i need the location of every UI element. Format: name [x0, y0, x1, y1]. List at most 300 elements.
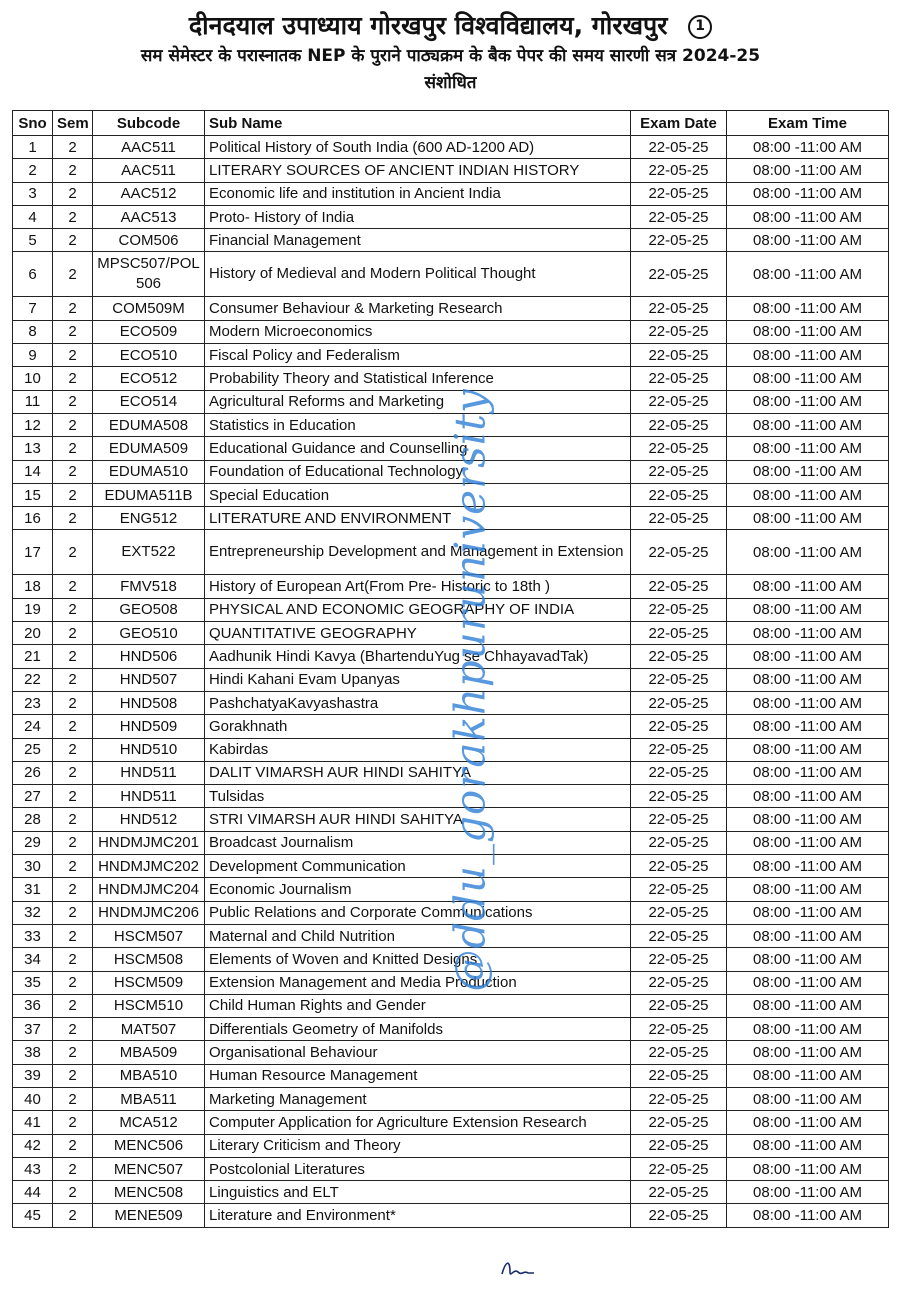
cell-subname: Statistics in Education	[205, 413, 631, 436]
cell-exam-time: 08:00 -11:00 AM	[727, 252, 889, 297]
cell-subcode: HSCM509	[93, 971, 205, 994]
cell-exam-time: 08:00 -11:00 AM	[727, 1087, 889, 1110]
cell-exam-time: 08:00 -11:00 AM	[727, 1041, 889, 1064]
cell-sno: 12	[13, 413, 53, 436]
table-row	[13, 460, 889, 483]
cell-subname: Extension Management and Media Production	[205, 971, 631, 994]
cell-sem: 2	[53, 691, 93, 714]
cell-subcode: EDUMA511B	[93, 483, 205, 506]
table-row	[13, 831, 889, 854]
cell-sno: 39	[13, 1064, 53, 1087]
table-row	[13, 437, 889, 460]
cell-sno: 38	[13, 1041, 53, 1064]
university-title-text: दीनदयाल उपाध्याय गोरखपुर विश्वविद्यालय, गोरखपुर	[188, 11, 668, 40]
cell-exam-time: 08:00 -11:00 AM	[727, 437, 889, 460]
cell-exam-time: 08:00 -11:00 AM	[727, 785, 889, 808]
cell-exam-date: 22-05-25	[631, 1134, 727, 1157]
cell-sno: 21	[13, 645, 53, 668]
cell-exam-date: 22-05-25	[631, 390, 727, 413]
cell-exam-time: 08:00 -11:00 AM	[727, 390, 889, 413]
table-row	[13, 738, 889, 761]
table-row	[13, 182, 889, 205]
cell-subname: Organisational Behaviour	[205, 1041, 631, 1064]
cell-subname: Broadcast Journalism	[205, 831, 631, 854]
cell-subname: Marketing Management	[205, 1087, 631, 1110]
cell-subcode: EDUMA509	[93, 437, 205, 460]
cell-subcode: HSCM507	[93, 924, 205, 947]
cell-subname: Child Human Rights and Gender	[205, 994, 631, 1017]
table-row	[13, 205, 889, 228]
cell-exam-time: 08:00 -11:00 AM	[727, 460, 889, 483]
cell-sno: 24	[13, 715, 53, 738]
cell-exam-date: 22-05-25	[631, 159, 727, 182]
cell-sem: 2	[53, 320, 93, 343]
cell-sem: 2	[53, 367, 93, 390]
cell-subname: Economic life and institution in Ancient India	[205, 182, 631, 205]
cell-sem: 2	[53, 994, 93, 1017]
cell-subcode: HND510	[93, 738, 205, 761]
cell-sno: 26	[13, 761, 53, 784]
cell-sno: 9	[13, 344, 53, 367]
cell-sno: 19	[13, 598, 53, 621]
table-row	[13, 344, 889, 367]
cell-sem: 2	[53, 460, 93, 483]
cell-exam-time: 08:00 -11:00 AM	[727, 598, 889, 621]
cell-exam-date: 22-05-25	[631, 530, 727, 575]
cell-exam-time: 08:00 -11:00 AM	[727, 320, 889, 343]
table-row	[13, 575, 889, 598]
cell-subcode: HND511	[93, 785, 205, 808]
table-body	[13, 136, 889, 1228]
cell-sno: 25	[13, 738, 53, 761]
cell-exam-time: 08:00 -11:00 AM	[727, 367, 889, 390]
cell-sem: 2	[53, 530, 93, 575]
cell-sem: 2	[53, 971, 93, 994]
table-row	[13, 390, 889, 413]
cell-subname: PashchatyaKavyashastra	[205, 691, 631, 714]
cell-sem: 2	[53, 1018, 93, 1041]
cell-exam-time: 08:00 -11:00 AM	[727, 622, 889, 645]
cell-sem: 2	[53, 507, 93, 530]
column-header-sno: Sno	[13, 111, 53, 136]
cell-exam-date: 22-05-25	[631, 507, 727, 530]
cell-sno: 20	[13, 622, 53, 645]
cell-subname: Educational Guidance and Counselling	[205, 437, 631, 460]
cell-subcode: GEO508	[93, 598, 205, 621]
cell-sem: 2	[53, 1204, 93, 1227]
cell-subname: Tulsidas	[205, 785, 631, 808]
cell-subname: Probability Theory and Statistical Inference	[205, 367, 631, 390]
cell-subcode: MPSC507/POL 506	[93, 252, 205, 297]
cell-sem: 2	[53, 1087, 93, 1110]
cell-subcode: AAC512	[93, 182, 205, 205]
exam-timetable	[12, 110, 889, 1228]
cell-sem: 2	[53, 575, 93, 598]
cell-exam-time: 08:00 -11:00 AM	[727, 924, 889, 947]
cell-sem: 2	[53, 159, 93, 182]
cell-exam-time: 08:00 -11:00 AM	[727, 668, 889, 691]
cell-sno: 14	[13, 460, 53, 483]
cell-subname: Public Relations and Corporate Communications	[205, 901, 631, 924]
cell-sem: 2	[53, 182, 93, 205]
cell-sem: 2	[53, 344, 93, 367]
cell-sno: 37	[13, 1018, 53, 1041]
cell-subcode: MAT507	[93, 1018, 205, 1041]
cell-exam-date: 22-05-25	[631, 1041, 727, 1064]
cell-sno: 6	[13, 252, 53, 297]
table-row	[13, 1111, 889, 1134]
table-row	[13, 971, 889, 994]
table-row	[13, 855, 889, 878]
cell-exam-time: 08:00 -11:00 AM	[727, 691, 889, 714]
cell-subcode: ENG512	[93, 507, 205, 530]
cell-sno: 45	[13, 1204, 53, 1227]
table-row	[13, 1087, 889, 1110]
cell-subname: Maternal and Child Nutrition	[205, 924, 631, 947]
cell-sno: 5	[13, 229, 53, 252]
cell-subcode: MENE509	[93, 1204, 205, 1227]
cell-exam-date: 22-05-25	[631, 483, 727, 506]
cell-exam-date: 22-05-25	[631, 808, 727, 831]
cell-sno: 23	[13, 691, 53, 714]
cell-exam-date: 22-05-25	[631, 855, 727, 878]
table-row	[13, 715, 889, 738]
cell-exam-time: 08:00 -11:00 AM	[727, 971, 889, 994]
page-number-badge: 1	[688, 15, 712, 39]
cell-sem: 2	[53, 645, 93, 668]
cell-subname: Consumer Behaviour & Marketing Research	[205, 297, 631, 320]
cell-exam-time: 08:00 -11:00 AM	[727, 229, 889, 252]
table-row	[13, 1134, 889, 1157]
cell-subcode: COM509M	[93, 297, 205, 320]
cell-exam-time: 08:00 -11:00 AM	[727, 205, 889, 228]
column-header-exam-date: Exam Date	[631, 111, 727, 136]
table-row	[13, 530, 889, 575]
cell-sno: 29	[13, 831, 53, 854]
cell-sno: 33	[13, 924, 53, 947]
cell-exam-time: 08:00 -11:00 AM	[727, 1111, 889, 1134]
table-row	[13, 483, 889, 506]
cell-subname: Elements of Woven and Knitted Designs	[205, 948, 631, 971]
table-row	[13, 994, 889, 1017]
cell-subcode: ECO512	[93, 367, 205, 390]
cell-sno: 43	[13, 1157, 53, 1180]
cell-exam-date: 22-05-25	[631, 1181, 727, 1204]
cell-exam-time: 08:00 -11:00 AM	[727, 1134, 889, 1157]
cell-subname: Entrepreneurship Development and Management in Extension	[205, 530, 631, 575]
table-header-row	[13, 111, 889, 136]
cell-sno: 42	[13, 1134, 53, 1157]
cell-sno: 41	[13, 1111, 53, 1134]
cell-sem: 2	[53, 668, 93, 691]
cell-sno: 15	[13, 483, 53, 506]
table-row	[13, 252, 889, 297]
cell-subcode: HNDMJMC201	[93, 831, 205, 854]
cell-exam-time: 08:00 -11:00 AM	[727, 159, 889, 182]
cell-sem: 2	[53, 1157, 93, 1180]
cell-subcode: EDUMA508	[93, 413, 205, 436]
table-row	[13, 761, 889, 784]
column-header-subcode: Subcode	[93, 111, 205, 136]
table-row	[13, 1204, 889, 1227]
cell-subcode: AAC511	[93, 136, 205, 159]
cell-exam-date: 22-05-25	[631, 136, 727, 159]
signature-mark	[498, 1254, 538, 1282]
cell-exam-time: 08:00 -11:00 AM	[727, 1018, 889, 1041]
cell-subname: Hindi Kahani Evam Upanyas	[205, 668, 631, 691]
cell-sem: 2	[53, 483, 93, 506]
cell-subcode: ECO510	[93, 344, 205, 367]
cell-exam-date: 22-05-25	[631, 785, 727, 808]
cell-exam-date: 22-05-25	[631, 205, 727, 228]
cell-subcode: HNDMJMC206	[93, 901, 205, 924]
cell-exam-date: 22-05-25	[631, 971, 727, 994]
cell-exam-time: 08:00 -11:00 AM	[727, 901, 889, 924]
table-row	[13, 645, 889, 668]
cell-exam-date: 22-05-25	[631, 1111, 727, 1134]
cell-sno: 28	[13, 808, 53, 831]
cell-exam-date: 22-05-25	[631, 1087, 727, 1110]
cell-sno: 18	[13, 575, 53, 598]
cell-subname: Linguistics and ELT	[205, 1181, 631, 1204]
cell-subcode: EXT522	[93, 530, 205, 575]
cell-subcode: EDUMA510	[93, 460, 205, 483]
cell-sno: 11	[13, 390, 53, 413]
cell-exam-date: 22-05-25	[631, 367, 727, 390]
cell-exam-date: 22-05-25	[631, 413, 727, 436]
cell-exam-date: 22-05-25	[631, 229, 727, 252]
cell-subcode: AAC511	[93, 159, 205, 182]
cell-exam-date: 22-05-25	[631, 668, 727, 691]
cell-subcode: HND508	[93, 691, 205, 714]
cell-subcode: HNDMJMC204	[93, 878, 205, 901]
cell-sem: 2	[53, 785, 93, 808]
cell-exam-date: 22-05-25	[631, 738, 727, 761]
cell-subcode: HND509	[93, 715, 205, 738]
cell-subname: QUANTITATIVE GEOGRAPHY	[205, 622, 631, 645]
table-row	[13, 159, 889, 182]
cell-subcode: HND506	[93, 645, 205, 668]
cell-subname: Computer Application for Agriculture Extension Research	[205, 1111, 631, 1134]
column-header-exam-time: Exam Time	[727, 111, 889, 136]
timetable-subtitle: सम सेमेस्टर के परास्नातक NEP के पुराने पाठ्यक्रम के बैक पेपर की समय सारणी सत्र 2024-25	[140, 46, 761, 66]
cell-exam-time: 08:00 -11:00 AM	[727, 645, 889, 668]
cell-exam-date: 22-05-25	[631, 182, 727, 205]
cell-sem: 2	[53, 1041, 93, 1064]
cell-exam-date: 22-05-25	[631, 948, 727, 971]
cell-sem: 2	[53, 715, 93, 738]
table-row	[13, 668, 889, 691]
cell-exam-time: 08:00 -11:00 AM	[727, 715, 889, 738]
table-row	[13, 808, 889, 831]
cell-subname: Aadhunik Hindi Kavya (BhartenduYug se ChhayavadTak)	[205, 645, 631, 668]
cell-subcode: MENC508	[93, 1181, 205, 1204]
cell-sno: 31	[13, 878, 53, 901]
cell-sem: 2	[53, 1134, 93, 1157]
cell-subname: Human Resource Management	[205, 1064, 631, 1087]
cell-subname: Proto- History of India	[205, 205, 631, 228]
cell-sno: 30	[13, 855, 53, 878]
cell-subcode: ECO514	[93, 390, 205, 413]
cell-subname: PHYSICAL AND ECONOMIC GEOGRAPHY OF INDIA	[205, 598, 631, 621]
cell-exam-time: 08:00 -11:00 AM	[727, 855, 889, 878]
cell-sem: 2	[53, 761, 93, 784]
cell-exam-date: 22-05-25	[631, 645, 727, 668]
cell-subname: Differentials Geometry of Manifolds	[205, 1018, 631, 1041]
cell-subcode: HND507	[93, 668, 205, 691]
table-row	[13, 948, 889, 971]
cell-sem: 2	[53, 437, 93, 460]
cell-subname: Special Education	[205, 483, 631, 506]
cell-exam-date: 22-05-25	[631, 1157, 727, 1180]
table-row	[13, 229, 889, 252]
cell-sno: 2	[13, 159, 53, 182]
cell-subcode: HNDMJMC202	[93, 855, 205, 878]
cell-sno: 17	[13, 530, 53, 575]
watermark-handle: @ddu_gorakhpuruniversity	[445, 388, 495, 992]
cell-exam-time: 08:00 -11:00 AM	[727, 878, 889, 901]
cell-sno: 7	[13, 297, 53, 320]
cell-sem: 2	[53, 738, 93, 761]
cell-exam-date: 22-05-25	[631, 761, 727, 784]
cell-subcode: MBA509	[93, 1041, 205, 1064]
table-row	[13, 507, 889, 530]
cell-exam-time: 08:00 -11:00 AM	[727, 413, 889, 436]
cell-sno: 13	[13, 437, 53, 460]
cell-subname: Modern Microeconomics	[205, 320, 631, 343]
table-row	[13, 785, 889, 808]
cell-subcode: MBA510	[93, 1064, 205, 1087]
cell-subcode: ECO509	[93, 320, 205, 343]
cell-exam-time: 08:00 -11:00 AM	[727, 136, 889, 159]
cell-exam-time: 08:00 -11:00 AM	[727, 1181, 889, 1204]
cell-subname: DALIT VIMARSH AUR HINDI SAHITYA	[205, 761, 631, 784]
university-title	[0, 10, 901, 42]
cell-exam-time: 08:00 -11:00 AM	[727, 507, 889, 530]
table-row	[13, 622, 889, 645]
cell-subname: Kabirdas	[205, 738, 631, 761]
cell-subcode: HND512	[93, 808, 205, 831]
cell-exam-date: 22-05-25	[631, 1204, 727, 1227]
cell-sno: 44	[13, 1181, 53, 1204]
cell-subcode: MCA512	[93, 1111, 205, 1134]
cell-sem: 2	[53, 1064, 93, 1087]
cell-sem: 2	[53, 855, 93, 878]
table-row	[13, 320, 889, 343]
table-row	[13, 1064, 889, 1087]
cell-exam-date: 22-05-25	[631, 437, 727, 460]
cell-subcode: MENC506	[93, 1134, 205, 1157]
cell-sem: 2	[53, 205, 93, 228]
cell-sno: 35	[13, 971, 53, 994]
table-row	[13, 598, 889, 621]
table-row	[13, 413, 889, 436]
cell-sno: 34	[13, 948, 53, 971]
cell-sem: 2	[53, 948, 93, 971]
cell-sno: 27	[13, 785, 53, 808]
cell-exam-time: 08:00 -11:00 AM	[727, 297, 889, 320]
table-row	[13, 878, 889, 901]
cell-sem: 2	[53, 878, 93, 901]
cell-subname: Political History of South India (600 AD-1200 AD)	[205, 136, 631, 159]
cell-sem: 2	[53, 297, 93, 320]
cell-subname: Gorakhnath	[205, 715, 631, 738]
cell-sno: 3	[13, 182, 53, 205]
cell-sno: 36	[13, 994, 53, 1017]
cell-sno: 8	[13, 320, 53, 343]
cell-subname: STRI VIMARSH AUR HINDI SAHITYA	[205, 808, 631, 831]
cell-sno: 10	[13, 367, 53, 390]
cell-exam-date: 22-05-25	[631, 622, 727, 645]
cell-exam-date: 22-05-25	[631, 1064, 727, 1087]
revised-label: संशोधित	[424, 73, 477, 93]
cell-exam-time: 08:00 -11:00 AM	[727, 182, 889, 205]
cell-subname: History of Medieval and Modern Political Thought	[205, 252, 631, 297]
cell-subname: Literary Criticism and Theory	[205, 1134, 631, 1157]
cell-exam-time: 08:00 -11:00 AM	[727, 738, 889, 761]
cell-exam-time: 08:00 -11:00 AM	[727, 948, 889, 971]
cell-sno: 16	[13, 507, 53, 530]
cell-subname: Development Communication	[205, 855, 631, 878]
cell-subname: History of European Art(From Pre- Historic to 18th )	[205, 575, 631, 598]
cell-exam-date: 22-05-25	[631, 901, 727, 924]
cell-subname: Agricultural Reforms and Marketing	[205, 390, 631, 413]
cell-sem: 2	[53, 229, 93, 252]
cell-exam-date: 22-05-25	[631, 715, 727, 738]
table-row	[13, 924, 889, 947]
cell-exam-date: 22-05-25	[631, 994, 727, 1017]
cell-exam-time: 08:00 -11:00 AM	[727, 808, 889, 831]
cell-exam-date: 22-05-25	[631, 297, 727, 320]
cell-exam-time: 08:00 -11:00 AM	[727, 831, 889, 854]
cell-sem: 2	[53, 413, 93, 436]
table-row	[13, 901, 889, 924]
cell-subname: Postcolonial Literatures	[205, 1157, 631, 1180]
cell-exam-date: 22-05-25	[631, 460, 727, 483]
cell-subname: Financial Management	[205, 229, 631, 252]
table-row	[13, 367, 889, 390]
cell-sem: 2	[53, 622, 93, 645]
cell-sno: 4	[13, 205, 53, 228]
cell-exam-time: 08:00 -11:00 AM	[727, 530, 889, 575]
cell-exam-time: 08:00 -11:00 AM	[727, 344, 889, 367]
cell-exam-date: 22-05-25	[631, 598, 727, 621]
cell-subname: Economic Journalism	[205, 878, 631, 901]
cell-sem: 2	[53, 1181, 93, 1204]
table-row	[13, 691, 889, 714]
cell-sno: 1	[13, 136, 53, 159]
cell-subname: LITERATURE AND ENVIRONMENT	[205, 507, 631, 530]
cell-exam-date: 22-05-25	[631, 344, 727, 367]
cell-exam-time: 08:00 -11:00 AM	[727, 1064, 889, 1087]
cell-sem: 2	[53, 1111, 93, 1134]
cell-exam-date: 22-05-25	[631, 831, 727, 854]
cell-sno: 32	[13, 901, 53, 924]
column-header-subname: Sub Name	[205, 111, 631, 136]
cell-sem: 2	[53, 598, 93, 621]
cell-exam-date: 22-05-25	[631, 575, 727, 598]
cell-subcode: MBA511	[93, 1087, 205, 1110]
cell-exam-time: 08:00 -11:00 AM	[727, 994, 889, 1017]
cell-exam-date: 22-05-25	[631, 924, 727, 947]
table-row	[13, 297, 889, 320]
table-row	[13, 1157, 889, 1180]
cell-exam-date: 22-05-25	[631, 1018, 727, 1041]
cell-sem: 2	[53, 390, 93, 413]
cell-subcode: FMV518	[93, 575, 205, 598]
cell-subcode: AAC513	[93, 205, 205, 228]
cell-exam-date: 22-05-25	[631, 691, 727, 714]
